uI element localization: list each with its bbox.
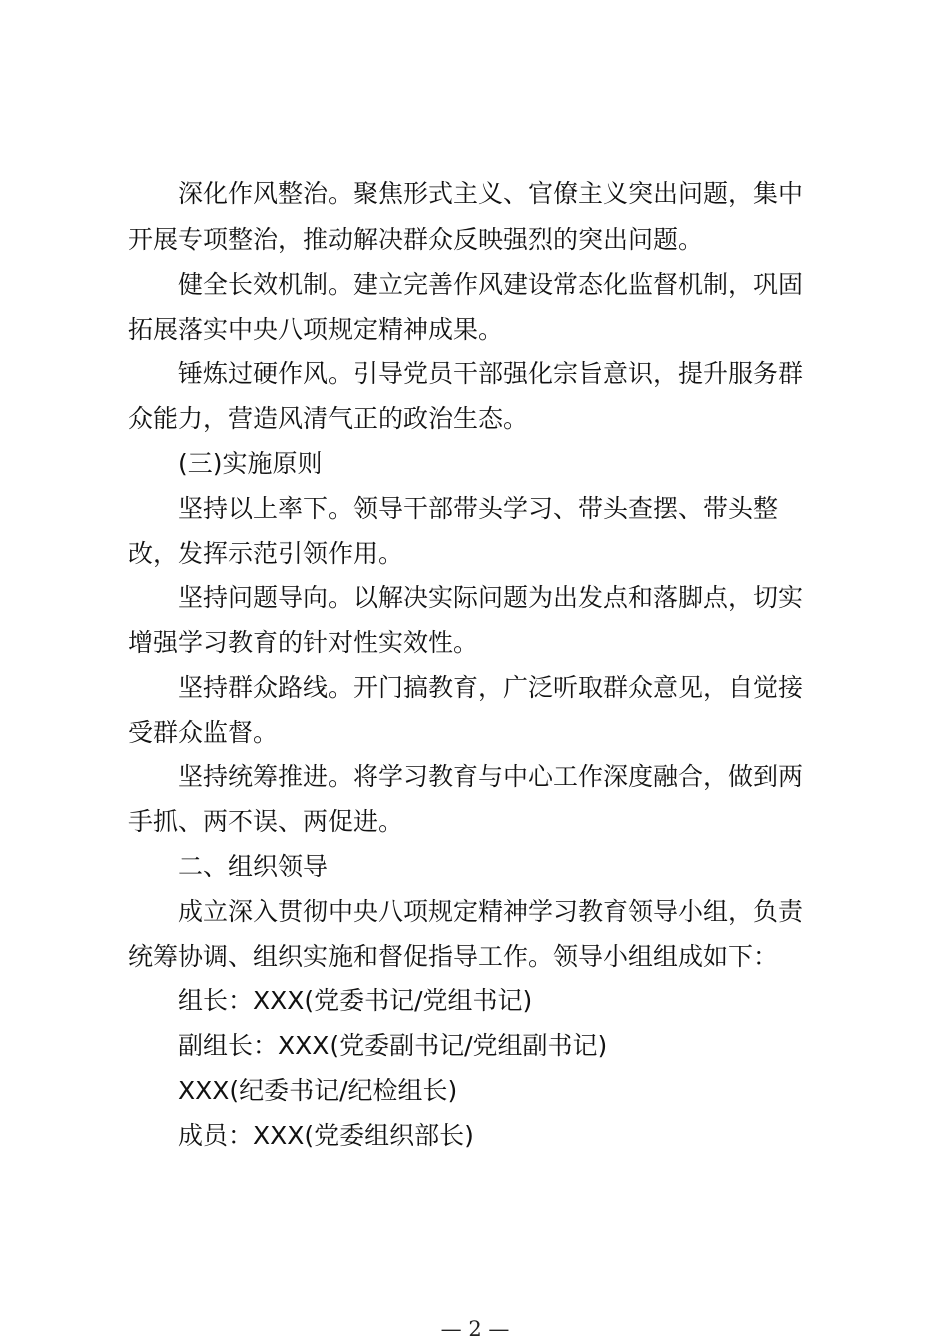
text-line-4: 拓展落实中央八项规定精神成果。 xyxy=(128,315,504,344)
text-line-8: 坚持以上率下。领导干部带头学习、带头查摆、带头整 xyxy=(178,494,779,523)
section-heading-organization: 二、组织领导 xyxy=(178,852,329,881)
deputy-leader-line-2: XXX(纪委书记/纪检组长) xyxy=(178,1076,458,1105)
text-line-18: 统筹协调、组织实施和督促指导工作。领导小组组成如下： xyxy=(128,942,779,971)
text-line-2: 开展专项整治，推动解决群众反映强烈的突出问题。 xyxy=(128,225,704,254)
text-line-11: 增强学习教育的针对性实效性。 xyxy=(128,628,479,657)
page-number: — 2 — xyxy=(440,1317,510,1341)
section-heading-principles: (三)实施原则 xyxy=(178,449,323,478)
text-line-9: 改，发挥示范引领作用。 xyxy=(128,539,404,568)
leader-line: 组长：XXX(党委书记/党组书记) xyxy=(178,986,533,1015)
text-line-12: 坚持群众路线。开门搞教育，广泛听取群众意见，自觉接 xyxy=(178,673,804,702)
text-line-15: 手抓、两不误、两促进。 xyxy=(128,807,404,836)
text-line-5: 锤炼过硬作风。引导党员干部强化宗旨意识，提升服务群 xyxy=(178,359,804,388)
text-line-6: 众能力，营造风清气正的政治生态。 xyxy=(128,404,529,433)
text-line-14: 坚持统筹推进。将学习教育与中心工作深度融合，做到两 xyxy=(178,762,804,791)
text-line-10: 坚持问题导向。以解决实际问题为出发点和落脚点，切实 xyxy=(178,583,804,612)
text-line-17: 成立深入贯彻中央八项规定精神学习教育领导小组，负责 xyxy=(178,897,804,926)
text-line-13: 受群众监督。 xyxy=(128,718,279,747)
members-line: 成员：XXX(党委组织部长) xyxy=(178,1121,474,1150)
text-line-3: 健全长效机制。建立完善作风建设常态化监督机制，巩固 xyxy=(178,270,804,299)
text-line-1: 深化作风整治。聚焦形式主义、官僚主义突出问题，集中 xyxy=(178,179,804,208)
deputy-leader-line: 副组长：XXX(党委副书记/党组副书记) xyxy=(178,1031,608,1060)
